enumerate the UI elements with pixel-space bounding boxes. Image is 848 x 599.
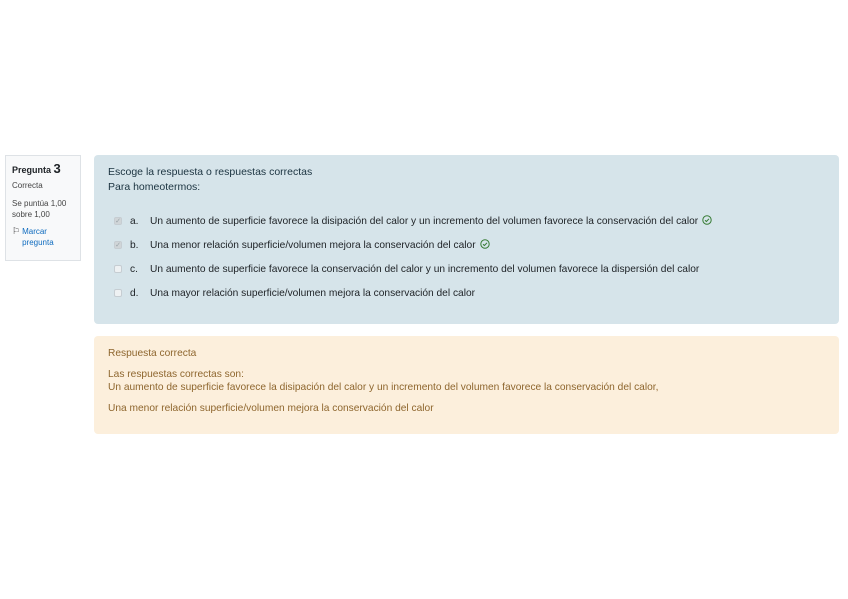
answer-option-b[interactable] [108, 233, 825, 257]
question-info-panel [5, 155, 81, 261]
flag-icon: ⚐ [12, 226, 21, 236]
answer-text-b: Una menor relación superficie/volumen mejora la conservación del calor [150, 239, 476, 251]
answer-text-a: Un aumento de superficie favorece la disipación del calor y un incremento del volumen favorece la conservación del calor [150, 215, 699, 227]
question-prompt: Para homeotermos: [108, 181, 201, 193]
answer-text-c: Un aumento de superficie favorece la conservación del calor y un incremento del volumen favorece la dispersión del calor [150, 263, 700, 275]
question-grade [12, 198, 74, 220]
answer-letter-c: c. [130, 263, 138, 275]
grade-line-1: Se puntúa 1,00 [12, 199, 67, 208]
question-instruction: Escoge la respuesta o respuestas correctas [108, 166, 313, 178]
feedback-answer-1: Un aumento de superficie favorece la disipación del calor y un incremento del volumen favorece la conservación del calor, [108, 382, 659, 393]
question-state: Correcta [12, 181, 43, 190]
question-formulation [94, 155, 839, 324]
answer-checkbox-c[interactable] [114, 265, 122, 273]
answer-list [108, 209, 825, 305]
answer-checkbox-d[interactable] [114, 289, 122, 297]
feedback-panel [94, 336, 839, 434]
answer-option-a[interactable] [108, 209, 825, 233]
flag-question-link[interactable] [12, 226, 74, 248]
flag-question-label[interactable]: Marcar pregunta [22, 227, 54, 247]
answer-option-c[interactable] [108, 257, 825, 281]
question-label: Pregunta [12, 165, 52, 175]
check-circle-icon [480, 239, 490, 252]
answer-letter-a: a. [130, 215, 139, 227]
answer-checkbox-b[interactable]: ✓ [115, 242, 121, 249]
answer-text-d: Una mayor relación superficie/volumen mejora la conservación del calor [150, 287, 476, 299]
answer-option-d[interactable] [108, 281, 825, 305]
answer-checkbox-a[interactable]: ✓ [115, 218, 121, 225]
grade-line-2: sobre 1,00 [12, 210, 50, 219]
feedback-intro: Las respuestas correctas son: [108, 369, 244, 380]
question-number [12, 162, 74, 177]
feedback-answer-2: Una menor relación superficie/volumen mejora la conservación del calor [108, 403, 434, 414]
answer-letter-d: d. [130, 287, 139, 299]
feedback-title: Respuesta correcta [108, 348, 197, 359]
answer-letter-b: b. [130, 239, 139, 251]
question-number-value: 3 [53, 161, 61, 176]
check-circle-icon [702, 215, 712, 228]
